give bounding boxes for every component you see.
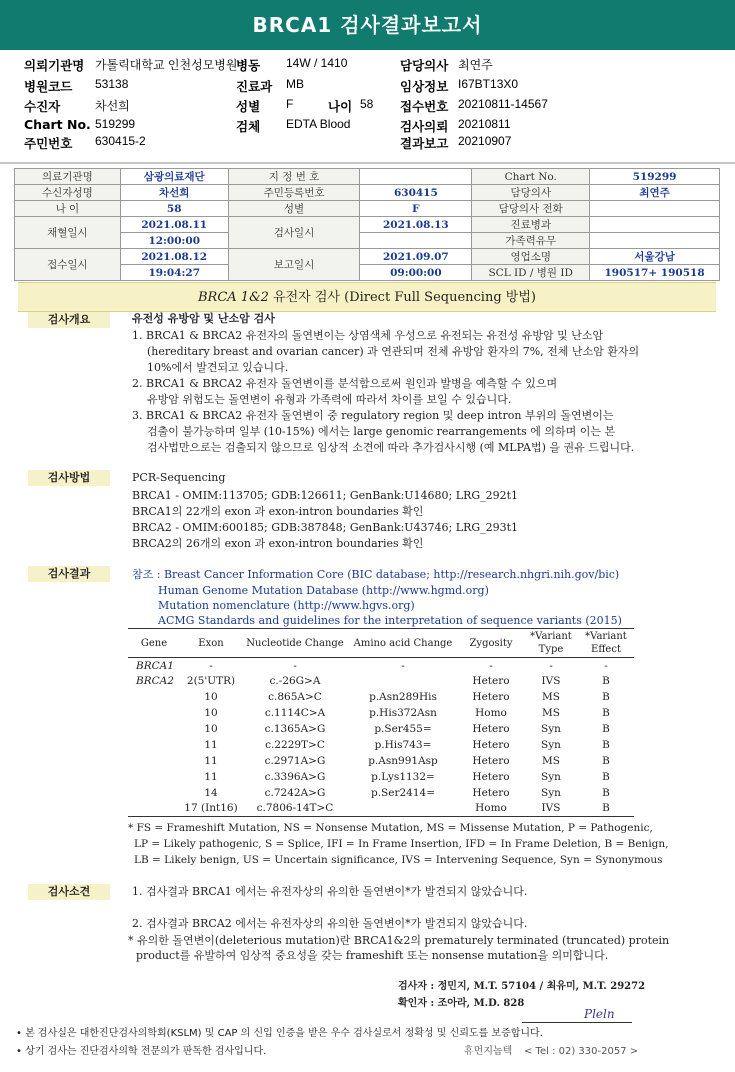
reference-line: 참조 : Breast Cancer Information Core (BIC database; http://research.nhgri.nih.gov/bic) bbox=[132, 568, 620, 581]
legend-line: LB = Likely benign, US = Uncertain significance, IVS = Intervening Sequence, Syn = Synonymous bbox=[134, 854, 663, 866]
info-value: 12:00:00 bbox=[120, 233, 228, 249]
cell-variant-type: Syn bbox=[541, 786, 561, 799]
overview-line: 검출이 불가능하며 일부 (10-15%) 에서는 large genomic rearrangements 에 의하며 이는 본 bbox=[147, 425, 616, 438]
overview-line: 검사법만으로는 검출되지 않으므로 임상적 소견에 따라 추가검사시행 (예 MLPA법) 을 권유 드립니다. bbox=[147, 441, 635, 454]
info-value bbox=[360, 233, 472, 249]
cell-variant-type: MS bbox=[542, 691, 560, 704]
method-line: BRCA1 - OMIM:113705; GDB:126611; GenBank:U14680; LRG_292t1 bbox=[132, 489, 519, 502]
table-row bbox=[128, 673, 634, 689]
cell-exon: 17 (Int16) bbox=[180, 801, 242, 817]
cell-gene bbox=[128, 705, 180, 721]
value-requesting-institution: 가톨릭대학교 인천성모병원 bbox=[95, 58, 238, 72]
cell-variant-effect: B bbox=[602, 707, 610, 720]
opinion-line: 1. 검사결과 BRCA1 에서는 유전자상의 유의한 돌연변이*가 발견되지 않았습니다. bbox=[132, 885, 528, 898]
value-chart-no: 519299 bbox=[95, 117, 136, 131]
cell-variant-type: IVS bbox=[541, 675, 561, 688]
info-row bbox=[15, 201, 720, 217]
column-header: *Variant Type bbox=[524, 629, 578, 658]
cell-variant-type: Syn bbox=[541, 738, 561, 751]
info-key: 채혈일시 bbox=[15, 217, 121, 249]
cell-amino-acid: p.Ser455= bbox=[374, 723, 432, 735]
cell-zygosity: Hetero bbox=[472, 738, 510, 751]
label-ward: 병동 bbox=[236, 58, 261, 73]
patient-info-table bbox=[14, 168, 720, 281]
label-hospital-code: 병원코드 bbox=[24, 79, 73, 94]
info-row bbox=[15, 265, 720, 281]
column-header: Exon bbox=[180, 629, 242, 658]
header-row-5 bbox=[0, 134, 735, 150]
value-department: MB bbox=[286, 77, 304, 91]
cell-exon: 11 bbox=[204, 738, 218, 751]
info-key: 지 정 번 호 bbox=[228, 169, 360, 185]
cell-gene: BRCA2 bbox=[136, 675, 174, 688]
cell-variant-effect: - bbox=[604, 659, 608, 672]
table-row bbox=[128, 769, 634, 785]
section-label-overview: 검사개요 bbox=[28, 312, 110, 328]
examiner-signature: 검사자 : 정민지, M.T. 57104 / 최유미, M.T. 29272 bbox=[398, 981, 646, 992]
info-key: 주민등록번호 bbox=[228, 185, 360, 201]
cell-exon: 10 bbox=[204, 707, 218, 720]
value-hospital-code: 53138 bbox=[95, 77, 129, 91]
info-row bbox=[15, 185, 720, 201]
method-line: PCR-Sequencing bbox=[132, 471, 226, 484]
cell-variant-type: - bbox=[549, 659, 553, 672]
info-value: 최연주 bbox=[590, 185, 720, 201]
header-divider bbox=[0, 162, 735, 164]
variant-header-row bbox=[128, 629, 634, 658]
cell-nucleotide: c.1365A>G bbox=[264, 723, 326, 735]
cell-variant-effect: B bbox=[578, 801, 634, 817]
info-row bbox=[15, 217, 720, 233]
cell-amino-acid: p.Asn991Asp bbox=[368, 754, 438, 767]
header-row-2 bbox=[0, 77, 735, 93]
table-row bbox=[128, 658, 634, 674]
info-key: 영업소명 bbox=[472, 249, 590, 265]
cell-amino-acid: p.Lys1132= bbox=[371, 770, 435, 783]
cell-nucleotide: c.3396A>G bbox=[264, 770, 326, 783]
opinion-line: 2. 검사결과 BRCA2 에서는 유전자상의 유의한 돌연변이*가 발견되지 않았습니다. bbox=[132, 917, 528, 930]
cell-variant-type: MS bbox=[542, 707, 560, 720]
section-label-opinion: 검사소견 bbox=[28, 884, 110, 900]
column-header: Amino acid Change bbox=[348, 629, 458, 658]
cell-gene bbox=[128, 689, 180, 705]
column-header: Nucleotide Change bbox=[242, 629, 348, 658]
overview-line: (hereditary breast and ovarian cancer) 과 연관되며 전체 유방암 환자의 7%, 전체 난소암 환자의 bbox=[147, 345, 640, 358]
cell-variant-type: Syn bbox=[541, 723, 561, 735]
column-header: Zygosity bbox=[458, 629, 524, 658]
cell-nucleotide: c.-26G>A bbox=[269, 675, 321, 688]
info-key: Chart No. bbox=[472, 169, 590, 185]
column-header: Gene bbox=[128, 629, 180, 658]
cell-gene bbox=[128, 785, 180, 801]
value-clinical-info: I67BT13X0 bbox=[458, 77, 519, 91]
test-name-band bbox=[18, 282, 716, 312]
cell-nucleotide: c.2229T>C bbox=[265, 738, 325, 751]
cell-variant-type: IVS bbox=[524, 801, 578, 817]
info-key: 보고일시 bbox=[228, 249, 360, 281]
band-gene: BRCA 1&2 bbox=[198, 290, 269, 305]
label-attending-doctor: 담당의사 bbox=[400, 58, 449, 73]
info-value: 09:00:00 bbox=[360, 265, 472, 281]
band-text: 유전자 검사 (Direct Full Sequencing 방법) bbox=[268, 290, 536, 305]
info-key: 담당의사 전화 bbox=[472, 201, 590, 217]
value-attending-doctor: 최연주 bbox=[458, 58, 493, 72]
info-row bbox=[15, 249, 720, 265]
value-report-date: 20210907 bbox=[458, 134, 512, 148]
table-row bbox=[128, 705, 634, 721]
cell-variant-type: Syn bbox=[541, 770, 561, 783]
cell-gene bbox=[128, 753, 180, 769]
cell-nucleotide: c.1114C>A bbox=[264, 707, 326, 720]
info-row bbox=[15, 233, 720, 249]
cell-exon: 11 bbox=[204, 754, 218, 767]
label-requesting-institution: 의뢰기관명 bbox=[24, 58, 85, 73]
label-specimen: 검체 bbox=[236, 119, 261, 134]
info-key: 담당의사 bbox=[472, 185, 590, 201]
info-value: 2021.09.07 bbox=[360, 249, 472, 265]
cell-amino-acid bbox=[348, 673, 458, 689]
cell-zygosity: Hetero bbox=[472, 770, 510, 783]
cell-nucleotide: c.865A>C bbox=[268, 691, 322, 704]
cell-zygosity: - bbox=[489, 659, 493, 672]
info-value: 2021.08.12 bbox=[120, 249, 228, 265]
cell-variant-effect: B bbox=[602, 786, 610, 799]
overview-line: 2. BRCA1 & BRCA2 유전자 돌연변이를 분석함으로써 원인과 발병을 예측할 수 있으며 bbox=[132, 377, 558, 390]
label-resident-number: 주민번호 bbox=[24, 136, 73, 151]
info-value: 19:04:27 bbox=[120, 265, 228, 281]
info-key: 수신자성명 bbox=[15, 185, 121, 201]
cell-gene bbox=[128, 737, 180, 753]
value-receipt-number: 20210811-14567 bbox=[458, 97, 548, 111]
cell-variant-effect: B bbox=[602, 770, 610, 783]
info-value: 190517+ 190518 bbox=[590, 265, 720, 281]
cell-variant-effect: B bbox=[602, 675, 610, 688]
info-value bbox=[590, 233, 720, 249]
table-row bbox=[128, 689, 634, 705]
cell-exon: 11 bbox=[204, 770, 218, 783]
value-ward: 14W / 1410 bbox=[286, 56, 348, 70]
cell-gene bbox=[128, 769, 180, 785]
company-tel: < Tel : 02) 330-2057 > bbox=[524, 1046, 639, 1057]
certification-note: • 본 검사실은 대한진단검사의학회(KSLM) 및 CAP 의 신입 인증을 받은 우수 검사실로서 정확성 및 신뢰도를 보증합니다. bbox=[16, 1028, 543, 1039]
table-row bbox=[128, 801, 634, 817]
info-key: 진료병과 bbox=[472, 217, 590, 233]
cell-zygosity: Homo bbox=[475, 707, 507, 720]
overview-line: 3. BRCA1 & BRCA2 유전자 돌연변이 중 regulatory region 및 deep intron 부위의 돌연변이는 bbox=[132, 409, 614, 422]
cell-variant-type: MS bbox=[542, 754, 560, 767]
reference-line: ACMG Standards and guidelines for the interpretation of sequence variants (2015) bbox=[158, 614, 622, 627]
info-value bbox=[590, 217, 720, 233]
label-request-date: 검사의뢰 bbox=[400, 119, 449, 134]
label-department: 진료과 bbox=[236, 79, 273, 94]
value-age: 58 bbox=[360, 97, 374, 111]
overview-heading: 유전성 유방암 및 난소암 검사 bbox=[132, 312, 275, 325]
company-name: 휴먼지놈텍 bbox=[464, 1046, 513, 1057]
cell-amino-acid: p.His743= bbox=[374, 738, 432, 751]
table-row bbox=[128, 785, 634, 801]
info-value: 서울강남 bbox=[590, 249, 720, 265]
info-value bbox=[360, 169, 472, 185]
overview-line: 1. BRCA1 & BRCA2 유전자의 돌연변이는 상염색체 우성으로 유전되는 유전성 유방암 및 난소암 bbox=[132, 329, 604, 342]
cell-zygosity: Hetero bbox=[472, 786, 510, 799]
cell-zygosity: Hetero bbox=[472, 754, 510, 767]
info-value: 630415 bbox=[360, 185, 472, 201]
label-chart-no: Chart No. bbox=[24, 117, 91, 132]
reference-line: Human Genome Mutation Database (http://www.hgmd.org) bbox=[158, 584, 489, 597]
review-note: • 상기 검사는 진단검사의학 전문의가 판독한 검사입니다. bbox=[16, 1046, 267, 1057]
header-row-1 bbox=[0, 56, 735, 72]
table-row bbox=[128, 753, 634, 769]
table-row bbox=[128, 721, 634, 737]
table-row bbox=[128, 737, 634, 753]
variant-table bbox=[128, 628, 634, 817]
overview-line: 10%에서 발견되고 있습니다. bbox=[147, 361, 289, 374]
cell-zygosity: Hetero bbox=[472, 691, 510, 704]
legend-line: * FS = Frameshift Mutation, NS = Nonsense Mutation, MS = Missense Mutation, P = Pathogenic, bbox=[128, 822, 653, 834]
opinion-line: * 유의한 돌연변이(deleterious mutation)란 BRCA1&2의 prematurely terminated (truncated) protein bbox=[128, 934, 670, 947]
report-header bbox=[0, 50, 735, 162]
report-title: BRCA1 검사결과보고서 bbox=[0, 0, 735, 50]
label-sex: 성별 bbox=[236, 99, 261, 114]
info-key: 의료기관명 bbox=[15, 169, 121, 185]
handwritten-signature: Pleln bbox=[584, 1007, 615, 1021]
label-report-date: 결과보고 bbox=[400, 136, 449, 151]
cell-variant-effect: B bbox=[602, 723, 610, 735]
cell-nucleotide: c.2971A>G bbox=[264, 754, 326, 767]
info-row bbox=[15, 169, 720, 185]
cell-amino-acid: p.Ser2414= bbox=[370, 786, 435, 799]
cell-nucleotide: c.7242A>G bbox=[264, 786, 326, 799]
overview-line: 유방암 위험도는 돌연변이 유형과 가족력에 따라서 차이를 보일 수 있습니다. bbox=[147, 393, 512, 406]
info-key: 검사일시 bbox=[228, 217, 360, 249]
info-value: F bbox=[360, 201, 472, 217]
value-resident-number: 630415-2 bbox=[95, 134, 146, 148]
cell-exon: 2(5'UTR) bbox=[186, 675, 236, 688]
info-key: 나 이 bbox=[15, 201, 121, 217]
label-receipt-number: 접수번호 bbox=[400, 99, 449, 114]
info-key: 접수일시 bbox=[15, 249, 121, 281]
cell-exon: - bbox=[209, 659, 213, 672]
cell-nucleotide: - bbox=[293, 659, 297, 672]
cell-variant-effect: B bbox=[602, 754, 610, 767]
info-key: 성별 bbox=[228, 201, 360, 217]
cell-amino-acid: p.His372Asn bbox=[369, 707, 437, 720]
value-sex: F bbox=[286, 97, 294, 111]
info-value: 삼광의료재단 bbox=[120, 169, 228, 185]
value-specimen: EDTA Blood bbox=[286, 117, 351, 131]
label-patient: 수진자 bbox=[24, 99, 61, 114]
info-value: 차선희 bbox=[120, 185, 228, 201]
info-value: 2021.08.11 bbox=[120, 217, 228, 233]
cell-amino-acid: p.Asn289His bbox=[369, 691, 437, 704]
header-row-3 bbox=[0, 97, 735, 113]
info-value: 519299 bbox=[590, 169, 720, 185]
cell-zygosity: Hetero bbox=[472, 723, 510, 735]
value-request-date: 20210811 bbox=[458, 117, 511, 131]
value-patient: 차선희 bbox=[95, 99, 130, 113]
cell-nucleotide: c.7806-14T>C bbox=[242, 801, 348, 817]
cell-zygosity: Homo bbox=[458, 801, 524, 817]
cell-amino-acid: - bbox=[401, 659, 405, 672]
reference-line: Mutation nomenclature (http://www.hgvs.org) bbox=[158, 599, 415, 612]
section-label-results: 검사결과 bbox=[28, 566, 110, 582]
label-clinical-info: 임상정보 bbox=[400, 79, 449, 94]
scanned-report bbox=[14, 166, 720, 1072]
confirmer-signature: 확인자 : 조아라, M.D. 828 bbox=[398, 998, 525, 1009]
opinion-line: product를 유발하여 임상적 중요성을 갖는 frameshift 또는 nonsense mutation을 의미합니다. bbox=[136, 949, 609, 962]
section-label-method: 검사방법 bbox=[28, 470, 110, 486]
info-value bbox=[590, 201, 720, 217]
header-row-4 bbox=[0, 117, 735, 133]
cell-variant-effect: B bbox=[602, 691, 610, 704]
method-line: BRCA2 - OMIM:600185; GDB:387848; GenBank:U43746; LRG_293t1 bbox=[132, 521, 519, 534]
info-key: 가족력유무 bbox=[472, 233, 590, 249]
cell-gene: BRCA1 bbox=[136, 659, 174, 672]
info-value: 58 bbox=[120, 201, 228, 217]
cell-gene bbox=[128, 801, 180, 817]
cell-amino-acid bbox=[348, 801, 458, 817]
method-line: BRCA1의 22개의 exon 과 exon-intron boundaries 확인 bbox=[132, 505, 424, 518]
signature-underline bbox=[522, 1022, 632, 1023]
method-line: BRCA2의 26개의 exon 과 exon-intron boundaries 확인 bbox=[132, 537, 424, 550]
cell-variant-effect: B bbox=[602, 738, 610, 751]
label-age: 나이 bbox=[328, 99, 353, 114]
info-key: SCL ID / 병원 ID bbox=[472, 265, 590, 281]
legend-line: LP = Likely pathogenic, S = Splice, IFI = In Frame Insertion, IFD = In Frame Deletion, B = Benign, bbox=[134, 838, 669, 850]
info-value: 2021.08.13 bbox=[360, 217, 472, 233]
cell-exon: 10 bbox=[204, 723, 218, 735]
column-header: *Variant Effect bbox=[578, 629, 634, 658]
cell-zygosity: Hetero bbox=[472, 675, 510, 688]
cell-exon: 14 bbox=[204, 786, 218, 799]
cell-exon: 10 bbox=[204, 691, 218, 704]
cell-gene bbox=[128, 721, 180, 737]
